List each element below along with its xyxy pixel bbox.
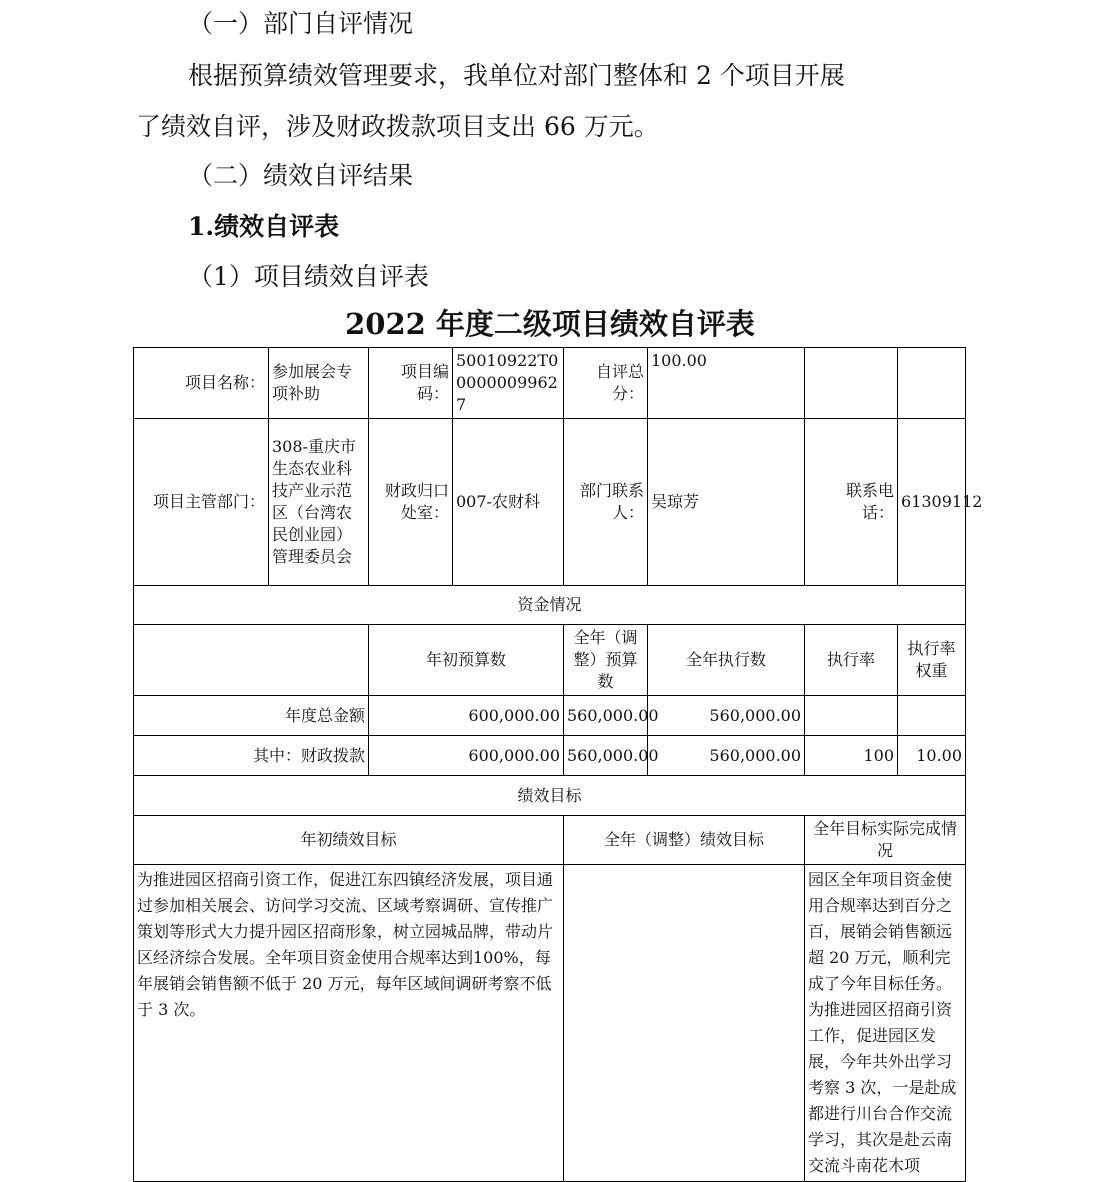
project-code-label: 项目编码： bbox=[369, 348, 453, 419]
heading-self-eval-table: 1.绩效自评表 bbox=[188, 212, 340, 241]
header-exec-weight: 执行率权重 bbox=[898, 625, 966, 696]
fiscal-adjusted: 560,000.00 bbox=[564, 736, 648, 776]
empty-cell bbox=[898, 348, 966, 419]
table-row bbox=[134, 419, 966, 586]
paragraph-line-1: 根据预算绩效管理要求，我单位对部门整体和 2 个项目开展 bbox=[188, 61, 845, 90]
table-row bbox=[134, 586, 966, 625]
table-row bbox=[134, 348, 966, 419]
self-score-value: 100.00 bbox=[648, 348, 805, 419]
fiscal-rate: 100 bbox=[805, 736, 898, 776]
total-executed: 560,000.00 bbox=[648, 696, 805, 736]
empty-cell bbox=[805, 348, 898, 419]
table-row bbox=[134, 816, 966, 865]
finance-office-value: 007-农财科 bbox=[453, 419, 564, 586]
heading-dept-self-eval: （一）部门自评情况 bbox=[188, 9, 414, 38]
goals-section-title: 绩效目标 bbox=[134, 776, 966, 816]
adjusted-goals-text bbox=[564, 865, 805, 1182]
funds-section-title: 资金情况 bbox=[134, 586, 966, 625]
project-name-label: 项目名称： bbox=[134, 348, 269, 419]
table-row bbox=[134, 865, 966, 1182]
header-executed: 全年执行数 bbox=[648, 625, 805, 696]
actual-completion-text: 园区全年项目资金使用合规率达到百分之百，展销会销售额远超 20 万元，顺利完成了今年目标任务。为推进园区招商引资工作，促进园区发展，今年共外出学习考察 3 次，一是赴成都进行川台合作交流学习，其次是赴云南交流斗南花木项 bbox=[805, 865, 966, 1182]
fiscal-weight: 10.00 bbox=[898, 736, 966, 776]
project-name-value: 参加展会专项补助 bbox=[269, 348, 369, 419]
total-initial: 600,000.00 bbox=[369, 696, 564, 736]
row-label-total: 年度总金额 bbox=[134, 696, 369, 736]
fiscal-executed: 560,000.00 bbox=[648, 736, 805, 776]
table-row bbox=[134, 625, 966, 696]
finance-office-label: 财政归口处室： bbox=[369, 419, 453, 586]
total-adjusted: 560,000.00 bbox=[564, 696, 648, 736]
contact-label: 部门联系人： bbox=[564, 419, 648, 586]
project-code-value: 50010922T000000099627 bbox=[453, 348, 564, 419]
header-initial-goals: 年初绩效目标 bbox=[134, 816, 564, 865]
initial-goals-text: 为推进园区招商引资工作，促进江东四镇经济发展，项目通过参加相关展会、访问学习交流、区域考察调研、宣传推广策划等形式大力提升园区招商形象，树立园城品牌，带动片区经济综合发展。全年项目资金使用合规率达到100%，每年展销会销售额不低于 20 万元，每年区域间调研考察不低于 3 次。 bbox=[134, 865, 564, 1182]
header-initial-budget: 年初预算数 bbox=[369, 625, 564, 696]
self-score-label: 自评总分： bbox=[564, 348, 648, 419]
header-adjusted-budget: 全年（调整）预算数 bbox=[564, 625, 648, 696]
table-row bbox=[134, 776, 966, 816]
header-exec-rate: 执行率 bbox=[805, 625, 898, 696]
header-actual-completion: 全年目标实际完成情况 bbox=[805, 816, 966, 865]
fiscal-initial: 600,000.00 bbox=[369, 736, 564, 776]
paragraph-line-2: 了绩效自评，涉及财政拨款项目支出 66 万元。 bbox=[136, 112, 659, 141]
table-row bbox=[134, 736, 966, 776]
dept-value: 308-重庆市生态农业科技产业示范区（台湾农民创业园）管理委员会 bbox=[269, 419, 369, 586]
header-adjusted-goals: 全年（调整）绩效目标 bbox=[564, 816, 805, 865]
total-rate bbox=[805, 696, 898, 736]
total-weight bbox=[898, 696, 966, 736]
performance-self-eval-table bbox=[133, 347, 983, 1182]
empty-cell bbox=[134, 625, 369, 696]
contact-value: 吴琼芳 bbox=[648, 419, 805, 586]
heading-self-eval-results: （二）绩效自评结果 bbox=[188, 161, 414, 190]
row-label-fiscal: 其中：财政拨款 bbox=[134, 736, 369, 776]
phone-label: 联系电话： bbox=[805, 419, 898, 586]
table-title: 2022 年度二级项目绩效自评表 bbox=[345, 307, 755, 341]
phone-value: 61309112 bbox=[898, 419, 966, 586]
heading-project-self-eval-table: （1）项目绩效自评表 bbox=[188, 262, 429, 291]
table-row bbox=[134, 696, 966, 736]
dept-label: 项目主管部门： bbox=[134, 419, 269, 586]
